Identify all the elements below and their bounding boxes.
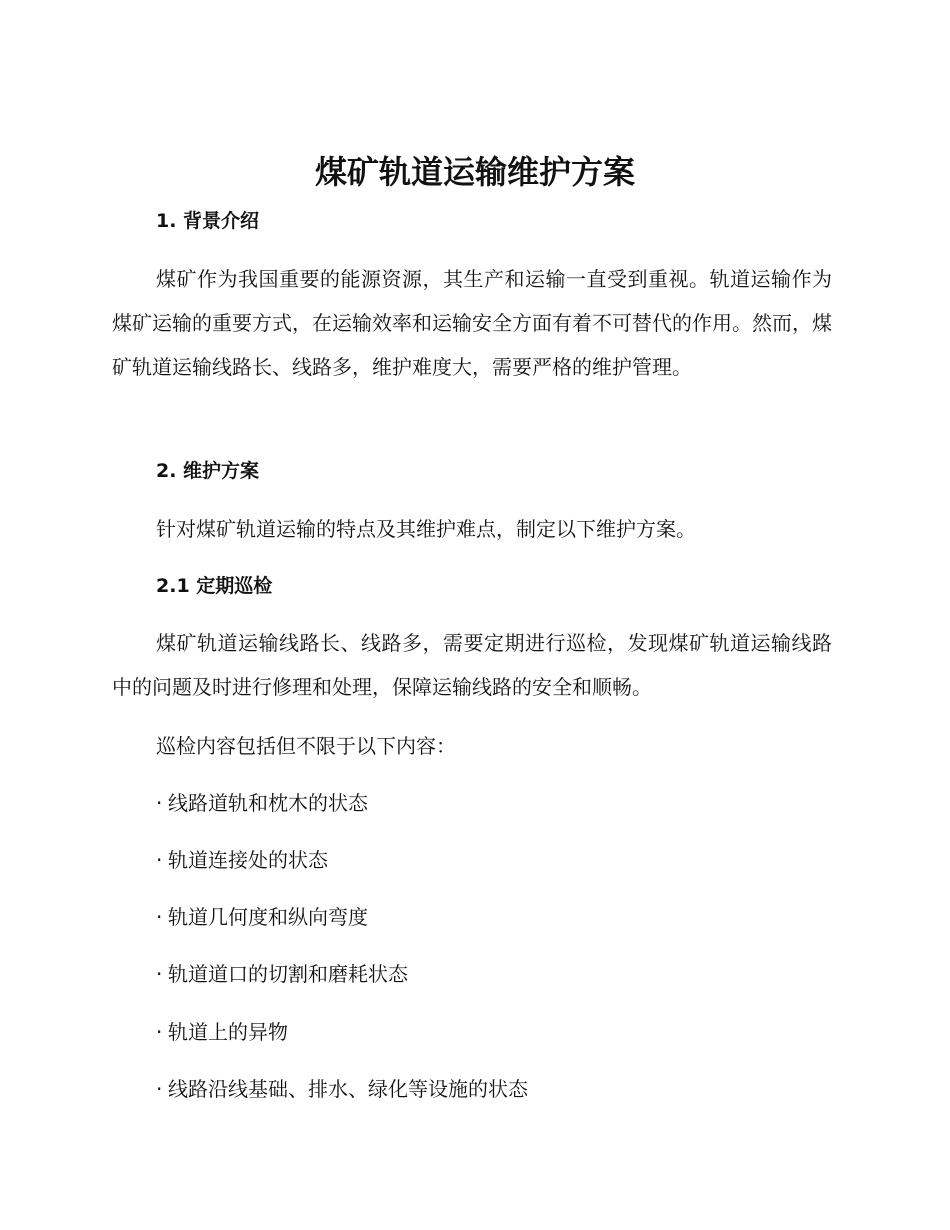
bullet-icon: · xyxy=(156,1077,163,1101)
section-heading-background: 1. 背景介绍 xyxy=(156,210,260,232)
bullet-icon: · xyxy=(156,1020,163,1044)
list-item xyxy=(156,1074,528,1104)
inspection-paragraph: 煤矿轨道运输线路长、线路多，需要定期进行巡检，发现煤矿轨道运输线路中的问题及时进行修理和处理，保障运输线路的安全和顺畅。 xyxy=(112,631,832,699)
list-item xyxy=(156,845,328,875)
section-heading-maintenance-plan: 2. 维护方案 xyxy=(156,460,260,482)
section-heading-regular-inspection: 2.1 定期巡检 xyxy=(156,575,273,597)
list-item-text: 线路道轨和枕木的状态 xyxy=(168,791,368,815)
list-item xyxy=(156,959,408,989)
list-item-text: 轨道上的异物 xyxy=(168,1020,288,1044)
document-title: 煤矿轨道运输维护方案 xyxy=(314,153,635,191)
bullet-icon: · xyxy=(156,791,163,815)
background-paragraph: 煤矿作为我国重要的能源资源，其生产和运输一直受到重视。轨道运输作为煤矿运输的重要方式，在运输效率和运输安全方面有着不可替代的作用。然而，煤矿轨道运输线路长、线路多，维护难度大，需要严格的维护管理。 xyxy=(112,267,832,379)
list-item-text: 轨道几何度和纵向弯度 xyxy=(168,905,368,929)
list-item-text: 轨道连接处的状态 xyxy=(168,848,328,872)
bullet-icon: · xyxy=(156,848,163,872)
bullet-icon: · xyxy=(156,962,163,986)
list-item xyxy=(156,1017,288,1047)
list-item xyxy=(156,902,368,932)
inspection-intro: 巡检内容包括但不限于以下内容： xyxy=(156,734,456,758)
list-item-text: 轨道道口的切割和磨耗状态 xyxy=(168,962,408,986)
list-item xyxy=(156,788,368,818)
list-item-text: 线路沿线基础、排水、绿化等设施的状态 xyxy=(168,1077,528,1101)
bullet-icon: · xyxy=(156,905,163,929)
maintenance-plan-paragraph: 针对煤矿轨道运输的特点及其维护难点，制定以下维护方案。 xyxy=(156,517,696,541)
